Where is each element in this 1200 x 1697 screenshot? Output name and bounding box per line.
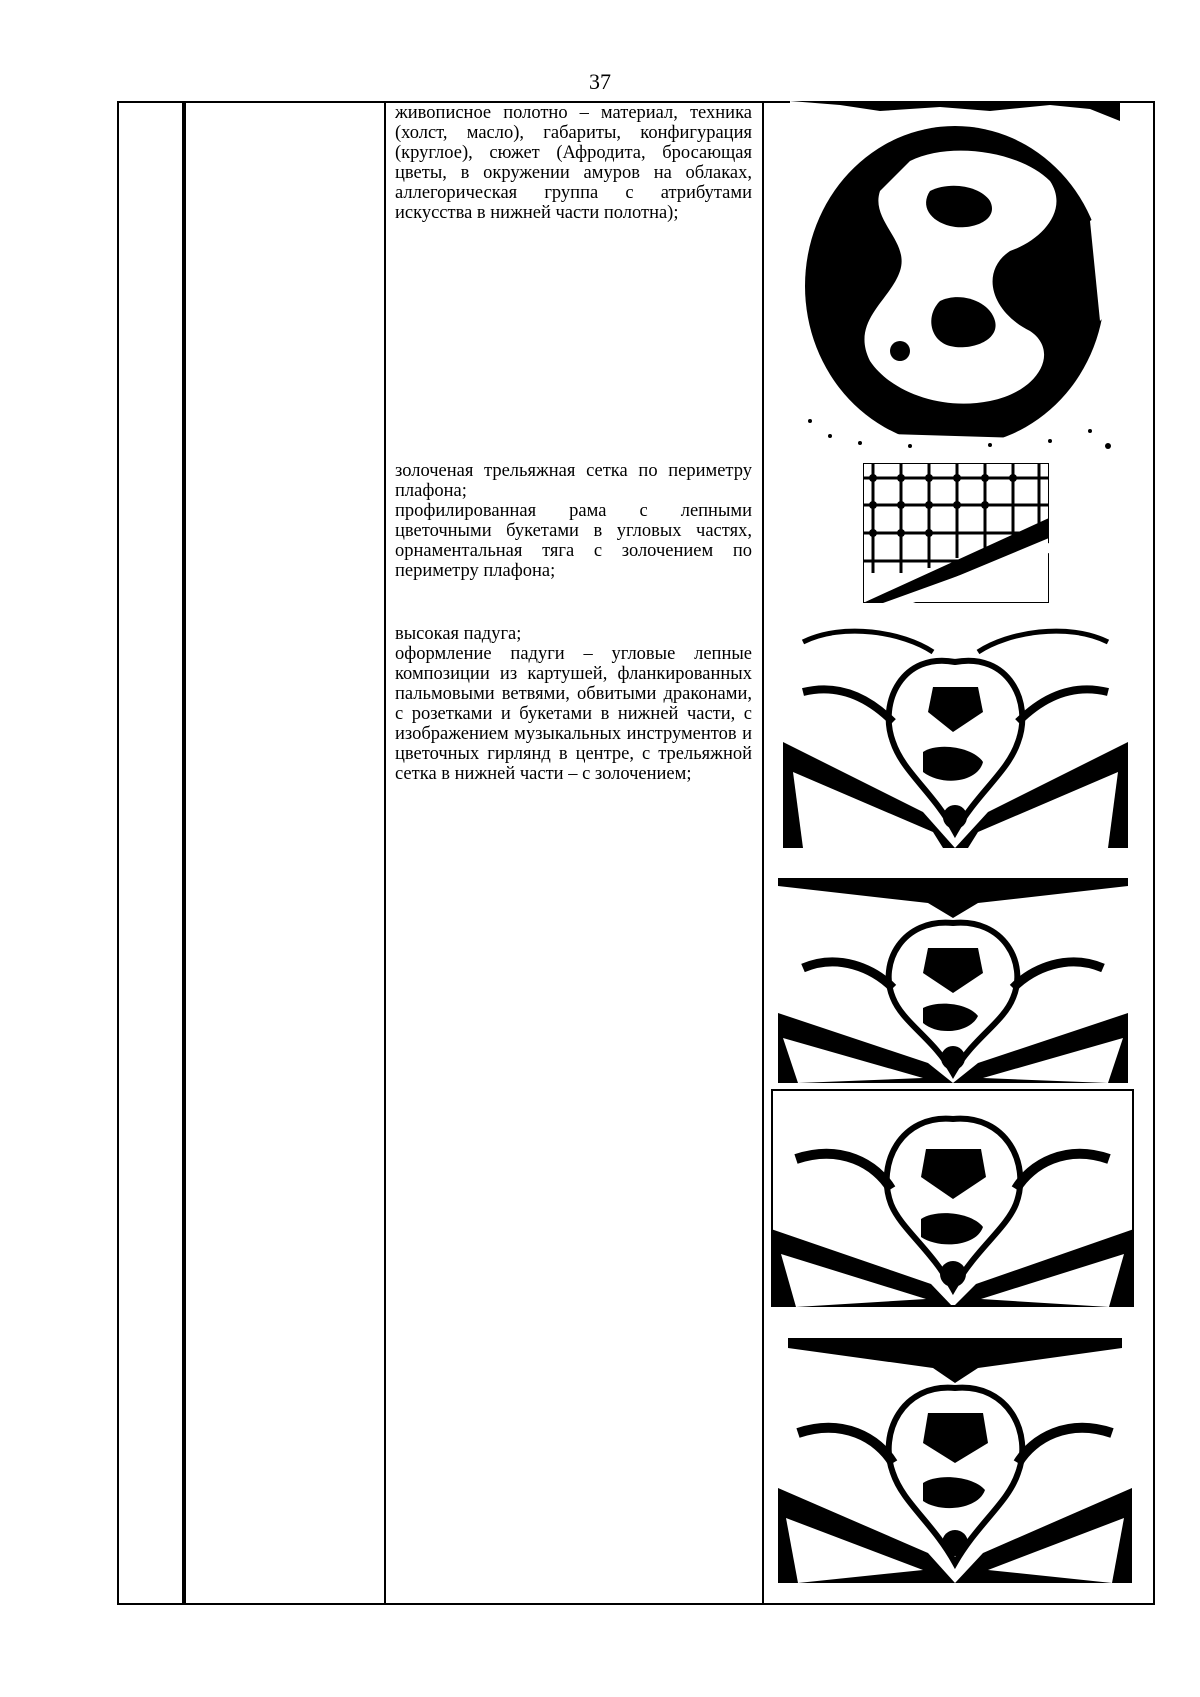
description-paragraph: профилированная рама с лепными цветочными букетами в угловых частях, орнаментальная тяга с золочением по периметру плафона; xyxy=(395,501,752,581)
description-block-padug xyxy=(395,624,752,784)
description-paragraph: высокая падуга; xyxy=(395,624,522,644)
padug-corner-photo-4 xyxy=(778,1338,1132,1583)
column-divider-2 xyxy=(184,103,186,1603)
description-block-frame xyxy=(395,461,752,581)
padug-corner-photo-1 xyxy=(783,622,1128,848)
padug-corner-photo-3 xyxy=(771,1089,1134,1307)
description-paragraph: оформление падуги – угловые лепные композиции из картушей, фланкированных пальмовыми ветвями, обвитыми драконами, с розетками и букетами в нижней части, с изображением музыкальных инструментов и цветочных гирлянд в центре, с трельяжной сетка в нижней части – с золочением; xyxy=(395,644,752,784)
description-paragraph: золоченая трельяжная сетка по периметру плафона; xyxy=(395,461,752,501)
plafond-painting-photo xyxy=(790,101,1120,451)
description-paragraph: живописное полотно – материал, техника (холст, масло), габариты, конфигурация (круглое), сюжет (Афродита, бросающая цветы, в окружении амуров на облаках, аллегорическая группа с атрибутами искусства в нижней части полотна); xyxy=(395,103,752,223)
trellis-grid-photo xyxy=(863,463,1049,603)
column-divider-4 xyxy=(762,103,764,1603)
padug-corner-photo-2 xyxy=(778,878,1128,1083)
description-block-painting xyxy=(395,103,752,223)
page-number: 37 xyxy=(589,69,611,94)
column-divider-3 xyxy=(384,103,386,1603)
